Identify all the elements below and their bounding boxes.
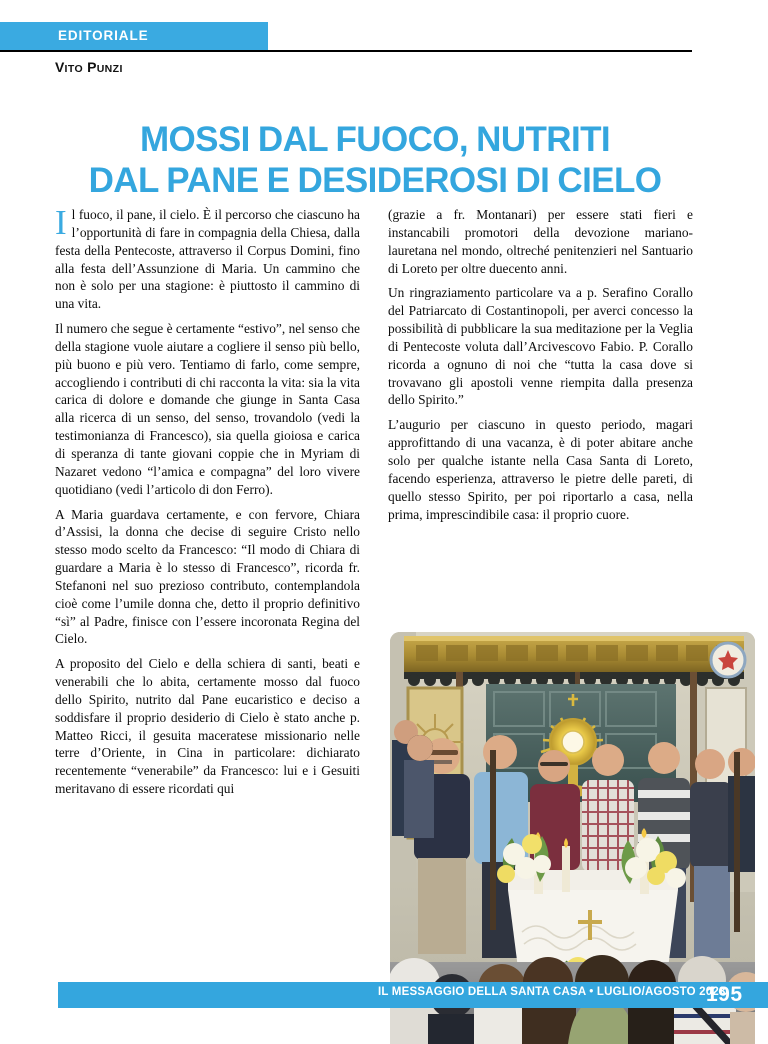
paragraph: Un ringraziamento particolare va a p. Serafino Corallo del Patriarcato di Costantinopoli, per averci concesso la possibilità di pubblicare la sua meditazione per la Veglia di Pentecoste voluta dall’Arcivescovo Fabio. P. Corallo ricorda a ognuno di noi che “tutta la casa dove si trovavano gli apostoli venne riempita dalla presenza dello Spirito.”: [388, 285, 693, 408]
section-kicker: EDITORIALE: [58, 28, 149, 43]
article-column-left: [55, 203, 360, 798]
paragraph: A proposito del Cielo e della schiera di santi, beati e venerabili che lo abita, certamente mosso dal fuoco dello Spirito, nutrito dal Pane eucaristico e deciso a soddisfare il proprio desiderio di Cielo è stato anche p. Matteo Ricci, il gesuita maceratese missionario nelle terre d’Oriente, in Cina in particolare: dichiarato recentemente “venerabile” da Francesco: lui e i Gesuiti meritavano di essere ricordati qui: [55, 656, 360, 797]
paragraph: Il numero che segue è certamente “estivo”, nel senso che della stagione vuole aiutare a cogliere il senso più bello, più buono e più vero. Tentiamo di farlo, come sempre, accogliendo i contributi di chi racconta la vita: sia la vita carica di dolore e domande che giunge in Santa Casa alla ricerca di un senso, del senso, trovandolo (vedi la testimonianza di Francesco), sia quella gioiosa e carica di speranza di tante giovani coppie che in Myriam di Nazaret vedono “l’amica e compagna” del loro vivere quotidiano (vedi l’articolo di don Ferro).: [55, 321, 360, 497]
byline-rest-first: ITO: [64, 63, 84, 75]
header-divider-rule: [0, 50, 692, 52]
byline-rest-last: UNZI: [96, 63, 123, 75]
article-column-right: [388, 206, 693, 523]
drop-cap: I: [55, 203, 67, 242]
paragraph: [55, 203, 360, 313]
author-byline: [55, 59, 123, 75]
headline-line-2: DAL PANE E DESIDEROSI DI CIELO: [88, 161, 662, 201]
headline-line-1: MOSSI DAL FUOCO, NUTRITI: [139, 120, 610, 160]
paragraph: A Maria guardava certamente, e con fervore, Chiara d’Assisi, la donna che decise di seguire Cristo nello stesso modo scelto da Francesco: “Il modo di Chiara di guardare a Maria è lo stesso di Francesco”, ricorda fr. Stefanoni nel suo prezioso contributo, contemplandola cioè come l’umile donna che, detto il proprio definitivo “sì” al Padre, finisce con l’essere incoronata Regina del Cielo.: [55, 506, 360, 647]
byline-initial-last: P: [87, 59, 97, 75]
byline-initial-first: V: [55, 59, 65, 75]
paragraph: (grazie a fr. Montanari) per essere stati fieri e instancabili promotori della devozione mariano-lauretana nel mondo, oltreché penitenzieri nel Santuario di Loreto per oltre duecento anni.: [388, 207, 693, 276]
page-title: [55, 119, 695, 201]
page-number: 195: [706, 983, 743, 1006]
paragraph: L’augurio per ciascuno in questo periodo, magari approfittando di una vacanza, è di poter abitare anche solo per qualche istante nella Casa Santa di Loreto, facendo esperienza, attraverso le pietre delle pareti, di quello stesso Spirito, per poi riportarlo a casa, nella prima, imprescindibile casa: il proprio cuore.: [388, 417, 693, 522]
footer-publication-line: IL MESSAGGIO DELLA SANTA CASA • LUGLIO/AGOSTO 2023: [378, 986, 726, 998]
paragraph-text: l fuoco, il pane, il cielo. È il percorso che ciascuno ha l’opportunità di fare in compagnia della Chiesa, dalla festa della Pentecoste, attraverso il Corpus Domini, fino alla festa dell’Assunzione di Maria. Un cammino che non è solo per una stagione: è piuttosto il cammino di una vita.: [55, 207, 360, 312]
